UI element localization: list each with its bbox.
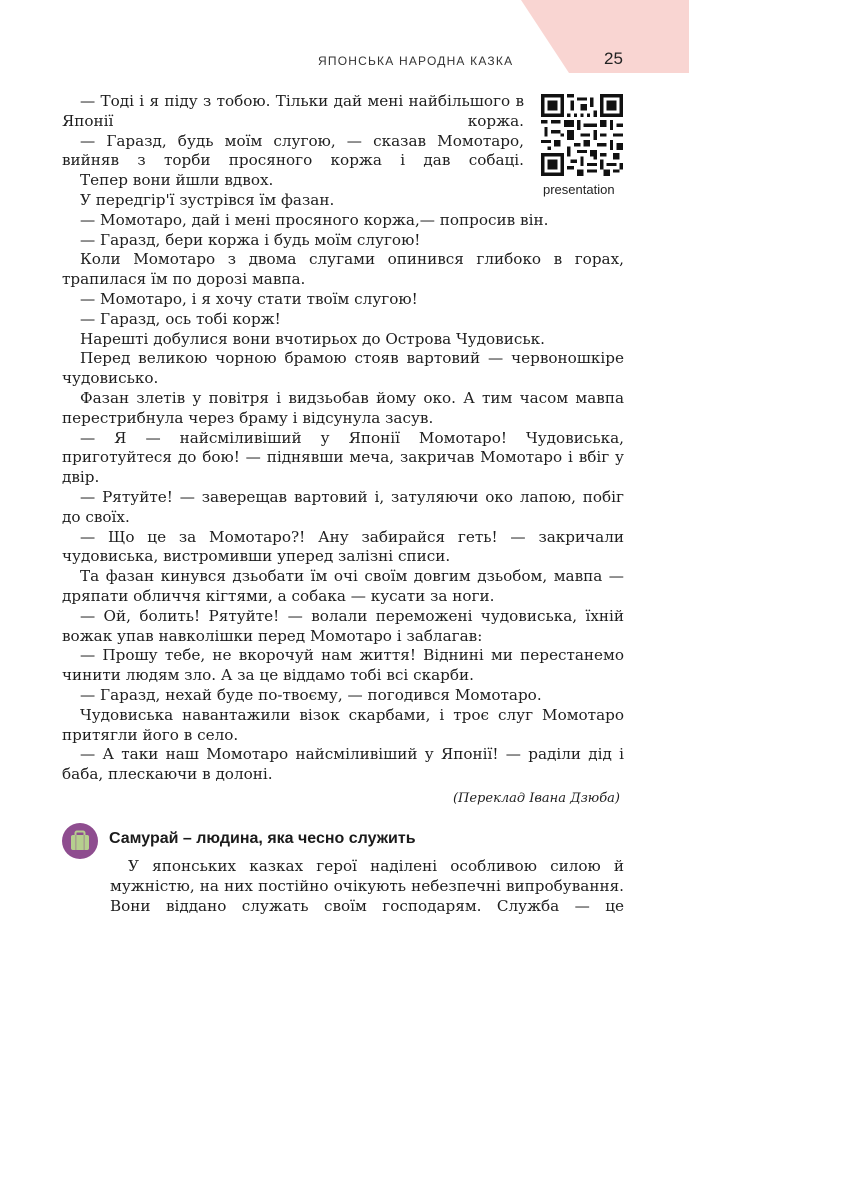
story-paragraph: Та фазан кинувся дзьобати їм очі своїм довгим дзьобом, мавпа — дряпати обличчя кігтями, а собака — кусати за ноги. — [62, 567, 624, 605]
story-paragraph: — Рятуйте! — заверещав вартовий і, затуляючи око лапою, побіг до своїх. — [62, 487, 624, 526]
story-paragraph: — Що це за Момотаро?! Ану забирайся геть! — закричали чудовиська, вистромивши уперед залізні списи. — [62, 527, 624, 566]
story-paragraph: Нарешті добулися вони вчотирьох до Острова Чудовиськ. — [80, 329, 545, 348]
story-paragraph: Чудовиська навантажили візок скарбами, і троє слуг Момотаро притягли його в село. — [62, 705, 624, 744]
story-paragraph: — Гаразд, бери коржа і будь моїм слугою! — [80, 230, 421, 249]
story-paragraph: Фазан злетів у повітря і видзьобав йому око. А тим часом мавпа перестрибнула через браму і відсунула засув. — [62, 388, 624, 427]
qr-caption: presentation — [543, 182, 615, 197]
story-paragraph: — Гаразд, ось тобі корж! — [80, 309, 281, 328]
translator-credit: (Переклад Івана Дзюба) — [452, 790, 620, 806]
suitcase-icon — [62, 823, 98, 859]
story-paragraph: — Ой, болить! Рятуйте! — волали переможені чудовиська, їхній вожак упав навколішки перед Момотаро і заблагав: — [62, 606, 624, 645]
story-paragraph: — Я — найсміливіший у Японії Момотаро! Чудовиська, приготуйтеся до бою! — піднявши меча, закричав Момотаро і вбіг у двір. — [62, 428, 624, 487]
section-body — [110, 856, 624, 916]
running-head: ЯПОНСЬКА НАРОДНА КАЗКА — [318, 54, 514, 68]
story-paragraph: — Гаразд, нехай буде по-твоєму, — погодився Момотаро. — [80, 685, 542, 704]
story-paragraph: — Момотаро, і я хочу стати твоїм слугою! — [80, 289, 418, 308]
section-title: Самурай – людина, яка чесно служить — [109, 830, 416, 847]
story-paragraph: — Тоді і я піду з тобою. Тільки дай мені найбільшого в Японії коржа. — [62, 92, 524, 130]
story-paragraph: У передгір'ї зустрівся їм фазан. — [80, 190, 335, 209]
story-paragraph: — А таки наш Момотаро найсміливіший у Японії! — раділи дід і баба, плескаючи в долоні. — [62, 745, 624, 784]
story-text — [62, 92, 624, 809]
story-paragraph: Тепер вони йшли вдвох. — [80, 171, 274, 190]
page-number: 25 — [604, 49, 623, 68]
story-paragraph: — Момотаро, дай і мені просяного коржа,— попросив він. — [80, 210, 549, 229]
story-paragraph: Коли Момотаро з двома слугами опинився глибоко в горах, трапилася їм по дорозі мавпа. — [62, 250, 624, 289]
story-paragraph: Перед великою чорною брамою стояв вартовий — червоношкіре чудовисько. — [62, 349, 624, 388]
story-paragraph: — Гаразд, будь моїм слугою, — сказав Момотаро, вийняв з торби просяного коржа і дав собаці. — [62, 131, 524, 170]
section-badge — [62, 823, 98, 859]
story-paragraph: — Прошу тебе, не вкорочуй нам життя! Віднині ми перестанемо чинити людям зло. А за це віддамо тобі всі скарби. — [62, 646, 624, 685]
section-paragraph: У японських казках герої наділені особливою силою й мужністю, на них постійно очікують небезпечні випробування. Вони віддано служать своїм господарям. Служба — це — [110, 857, 624, 915]
